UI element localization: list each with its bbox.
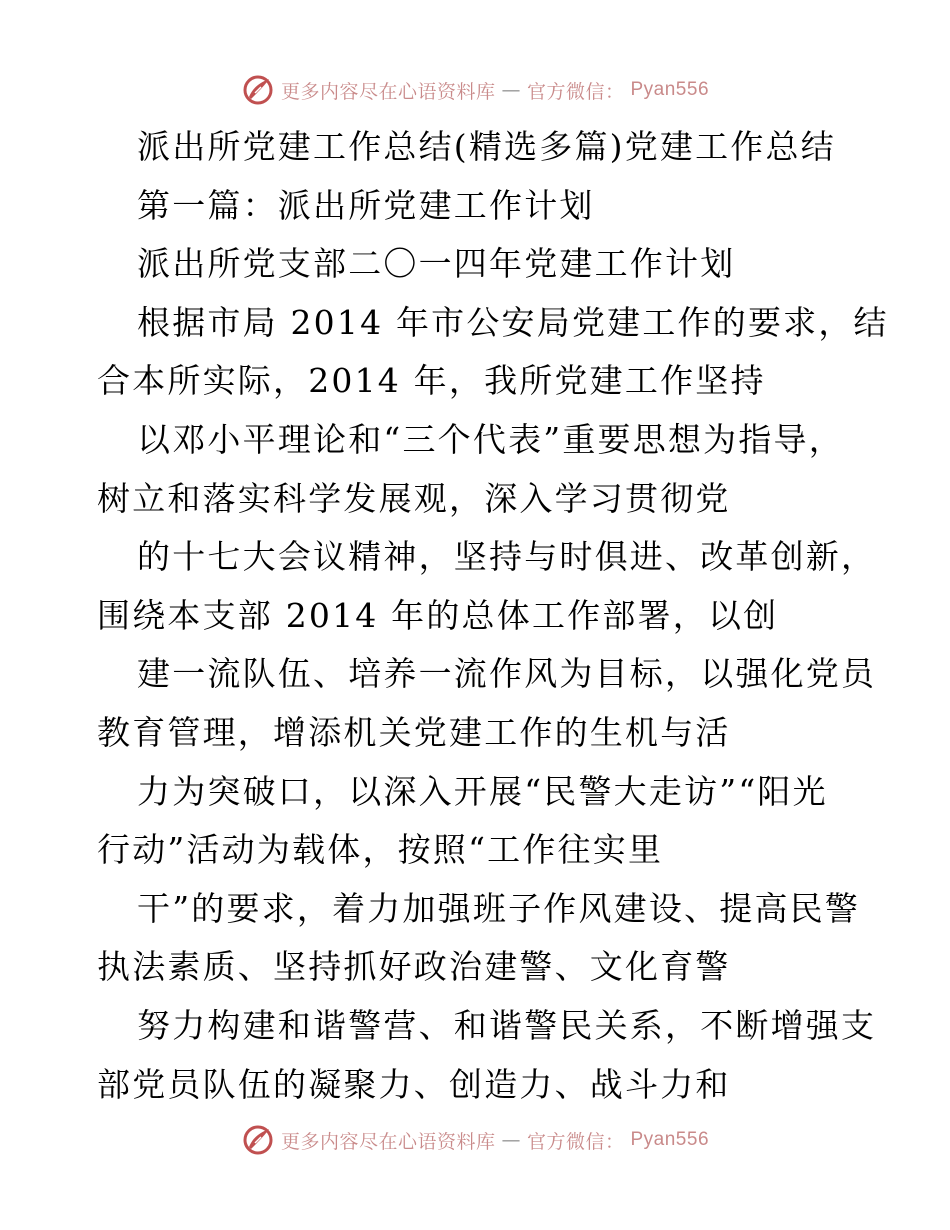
- document-line: 树立和落实科学发展观，深入学习贯彻党: [97, 478, 731, 518]
- document-line: 部党员队伍的凝聚力、创造力、战斗力和: [97, 1064, 731, 1104]
- document-line: 的十七大会议精神，坚持与时俱进、改革创新，: [137, 537, 877, 577]
- document-line: 派出所党建工作总结(精选多篇)党建工作总结: [137, 127, 836, 166]
- document-line: 建一流队伍、培养一流作风为目标，以强化党员: [137, 654, 877, 694]
- document-line: 力为突破口，以深入开展“民警大走访”“阳光: [137, 771, 828, 811]
- watermark-text: 更多内容尽在心语资料库: [280, 80, 496, 103]
- document-line: 以邓小平理论和“三个代表”重要思想为指导，: [137, 419, 844, 459]
- watermark-separator: —: [501, 79, 521, 101]
- document-line: 执法素质、坚持抓好政治建警、文化育警: [97, 947, 731, 987]
- document-line: 根据市局 2014 年市公安局党建工作的要求，结: [137, 302, 889, 342]
- header-watermark: [0, 70, 950, 110]
- document-line: 派出所党支部二〇一四年党建工作计划: [137, 244, 736, 284]
- watermark-wechat-id: Pyan556: [630, 1129, 710, 1150]
- document-line: 努力构建和谐警营、和谐警民关系，不断增强支: [137, 1005, 877, 1045]
- watermark-wechat-label: 官方微信：: [526, 80, 625, 103]
- document-line: 干”的要求，着力加强班子作风建设、提高民警: [137, 888, 861, 928]
- footer-watermark: [0, 1120, 950, 1160]
- document-line: 行动”活动为载体，按照“工作往实里: [97, 830, 664, 870]
- document-line: 合本所实际，2014 年，我所党建工作坚持: [97, 361, 766, 401]
- document-body: [97, 118, 889, 1114]
- brush-stroke-logo-icon: [241, 73, 275, 107]
- brush-stroke-logo-icon: [241, 1123, 275, 1157]
- watermark-text: 更多内容尽在心语资料库: [280, 1130, 496, 1153]
- document-line: 教育管理，增添机关党建工作的生机与活: [97, 712, 731, 752]
- document-line: 围绕本支部 2014 年的总体工作部署，以创: [97, 595, 779, 635]
- watermark-wechat-id: Pyan556: [630, 79, 710, 100]
- document-line: 第一篇：派出所党建工作计划: [137, 185, 595, 225]
- watermark-wechat-label: 官方微信：: [526, 1130, 625, 1153]
- watermark-separator: —: [501, 1129, 521, 1151]
